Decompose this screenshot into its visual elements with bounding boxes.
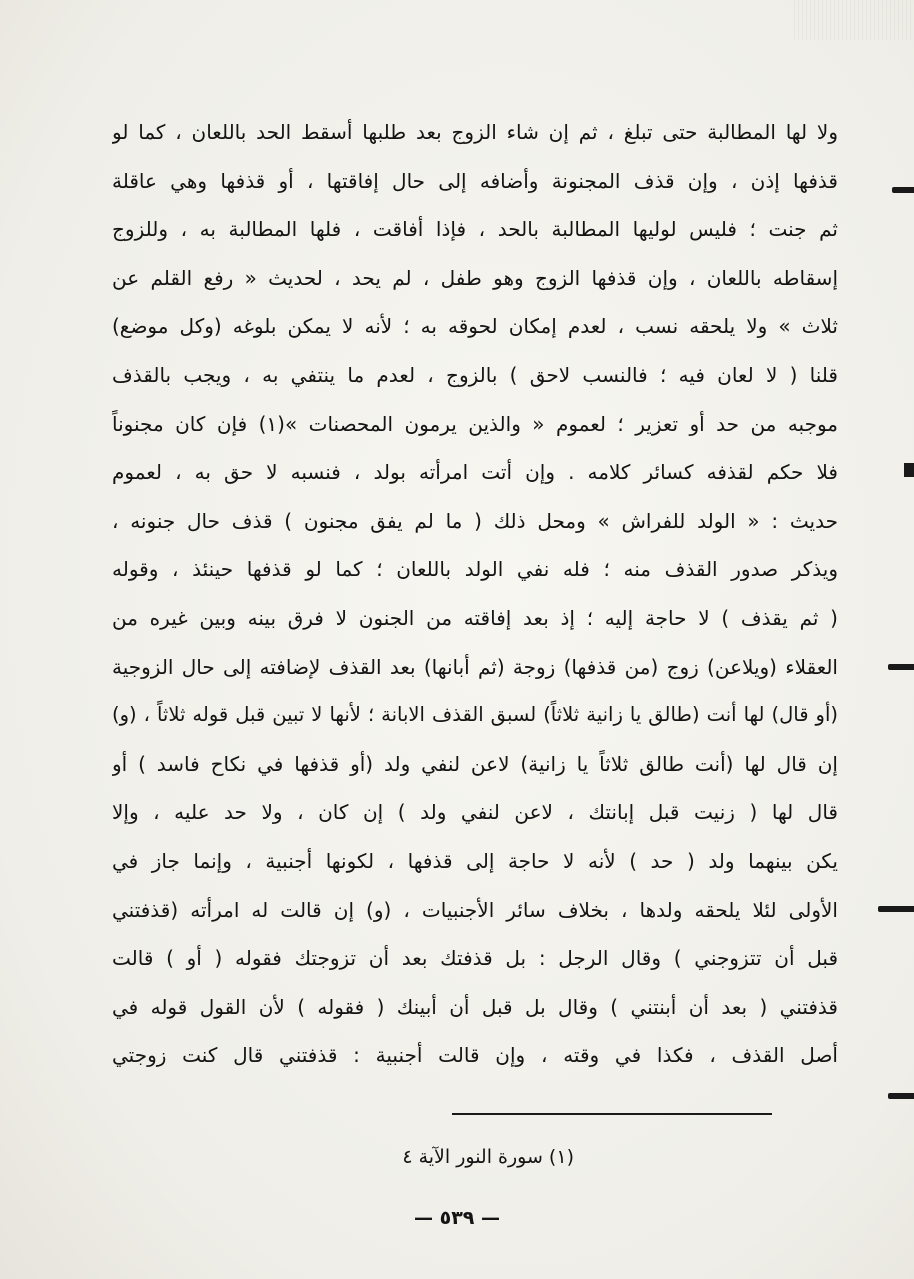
text-line: قذفتني ( بعد أن أبنتني ) وقال بل قبل أن أبينك ( فقوله ) لأن القول قوله في	[112, 994, 838, 1019]
text-line: الأولى لئلا يلحقه ولدها ، بخلاف سائر الأجنبيات ، (و) إن قالت له امرأته (قذفتني	[112, 897, 838, 922]
text-line: قال لها ( زنيت قبل إبانتك ، لاعن لنفي ولد ) إن كان ، ولا حد عليه ، وإلا	[112, 800, 838, 825]
text-line: ثلاث » ولا يلحقه نسب ، لعدم إمكان لحوقه به ؛ لأنه لا يمكن بلوغه (وكل موضع)	[112, 314, 838, 339]
text-line: قلنا ( لا لعان فيه ؛ فالنسب لاحق ) بالزوج ، لعدم ما ينتفي به ، ويجب بالقذف	[112, 362, 838, 387]
text-line: قبل أن تتزوجني ) وقال الرجل : بل قذفتك بعد أن تزوجتك فقوله ( أو ) قالت	[112, 946, 838, 971]
text-line: أصل القذف ، فكذا في وقته ، وإن قالت أجنبية : قذفتني قال كنت زوجتي	[112, 1043, 838, 1068]
text-line: ولا لها المطالبة حتى تبلغ ، ثم إن شاء الزوج بعد طلبها أسقط الحد باللعان ، كما لو	[112, 120, 838, 144]
text-line: العقلاء (ويلاعن) زوج (من قذفها) زوجة (ثم أبانها) بعد القذف لإضافته إلى حال الزوجية	[112, 654, 838, 679]
edge-mark	[878, 906, 914, 912]
text-line: حديث : « الولد للفراش » ومحل ذلك ( ما لم يفق مجنون ) قذف حال جنونه ،	[112, 508, 838, 533]
edge-mark	[904, 463, 914, 477]
body-text	[112, 108, 838, 1080]
text-line: يكن بينهما ولد ( حد ) لأنه لا حاجة إلى قذفها ، لكونها أجنبية ، وإنما جاز في	[112, 848, 838, 873]
text-line: ( ثم يقذف ) لا حاجة إليه ؛ إذ بعد إفاقته من الجنون لا فرق بينه وبين غيره من	[112, 605, 838, 630]
text-line: إن قال لها (أنت طالق ثلاثاً يا زانية) لاعن لنفي ولد (أو قذفها في نكاح فاسد ) أو	[112, 751, 838, 776]
text-line: ويذكر صدور القذف منه ؛ فله نفي الولد باللعان ؛ كما لو قذفها حينئذ ، وقوله	[112, 557, 838, 582]
text-line: إسقاطه باللعان ، وإن قذفها الزوج وهو طفل ، لم يحد ، لحديث « رفع القلم عن	[112, 265, 838, 290]
footnote: (١) سورة النور الآية ٤	[402, 1146, 574, 1168]
footnote-divider	[452, 1113, 772, 1115]
edge-mark	[888, 1093, 914, 1099]
edge-mark	[888, 664, 914, 670]
edge-mark	[892, 187, 914, 193]
text-line: (أو قال) لها أنت (طالق يا زانية ثلاثاً) لسبق القذف الابانة ؛ لأنها لا تبين قبل قوله ثلاثاً ، (و)	[112, 703, 838, 727]
text-line: فلا حكم لقذفه كسائر كلامه . وإن أتت امرأته بولد ، فنسبه لا حق به ، لعموم	[112, 460, 838, 485]
page-number: — ٥٣٩ —	[413, 1207, 501, 1229]
text-line: موجبه من حد أو تعزير ؛ لعموم « والذين يرمون المحصنات »(١) فإن كان مجنوناً	[112, 411, 838, 436]
text-line: ثم جنت ؛ فليس لوليها المطالبة بالحد ، فإذا أفاقت ، فلها المطالبة به ، وللزوج	[112, 217, 838, 242]
scan-speckle	[794, 0, 914, 40]
text-line: قذفها إذن ، وإن قذف المجنونة وأضافه إلى حال إفاقتها ، أو قذفها وهي عاقلة	[112, 168, 838, 193]
